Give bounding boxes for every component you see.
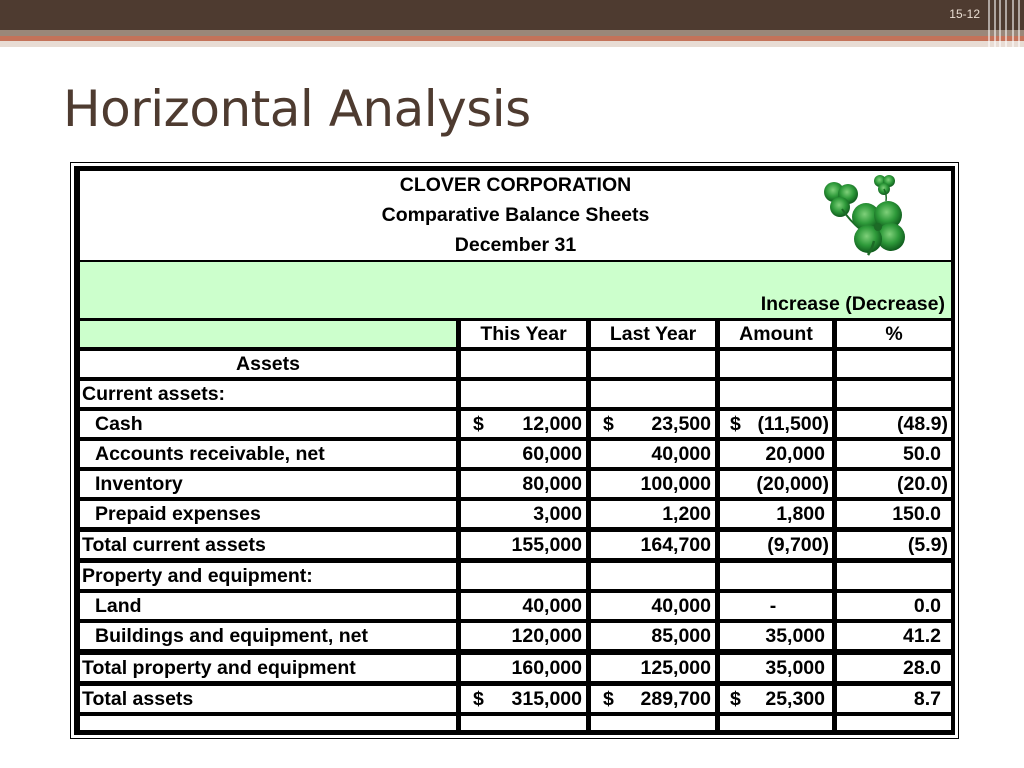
table-row xyxy=(80,441,951,467)
last-year-value: 85,000 xyxy=(591,623,715,649)
last-year-value: $ 23,500 xyxy=(591,411,715,437)
table-row-blank xyxy=(80,716,951,730)
change-amount xyxy=(720,351,832,377)
change-amount: 35,000 xyxy=(720,655,832,681)
this-year-value: $ 315,000 xyxy=(461,686,586,712)
this-year-value: 80,000 xyxy=(461,471,586,497)
table-row xyxy=(80,471,951,497)
row-label xyxy=(80,716,456,730)
row-label: Buildings and equipment, net xyxy=(80,623,456,649)
this-year-value: 60,000 xyxy=(461,441,586,467)
change-amount: 20,000 xyxy=(720,441,832,467)
row-label: Property and equipment: xyxy=(80,563,456,589)
last-year-value xyxy=(591,716,715,730)
last-year-value xyxy=(591,381,715,407)
change-percent: 8.7 xyxy=(837,686,951,712)
change-percent: 41.2 xyxy=(837,623,951,649)
row-label: Land xyxy=(80,593,456,619)
table-row xyxy=(80,655,951,681)
statement-header xyxy=(80,171,951,260)
column-header-row xyxy=(80,321,951,347)
this-year-value: $ 12,000 xyxy=(461,411,586,437)
change-percent: 150.0 xyxy=(837,501,951,527)
this-year-value: 160,000 xyxy=(461,655,586,681)
change-amount xyxy=(720,716,832,730)
increase-decrease-label: Increase (Decrease) xyxy=(760,293,945,315)
this-year-value: 40,000 xyxy=(461,593,586,619)
column-group-header xyxy=(80,262,951,318)
table-row xyxy=(80,623,951,649)
statement-name: Comparative Balance Sheets xyxy=(381,204,650,226)
currency-symbol: $ xyxy=(603,413,614,435)
row-label: Total assets xyxy=(80,686,456,712)
last-year-value: 40,000 xyxy=(591,593,715,619)
change-amount xyxy=(720,563,832,589)
last-year-value: 100,000 xyxy=(591,471,715,497)
shamrock-icon xyxy=(818,171,918,259)
change-percent: 28.0 xyxy=(837,655,951,681)
change-amount: (9,700) xyxy=(720,532,832,558)
table-row xyxy=(80,532,951,558)
row-label: Assets xyxy=(80,351,456,377)
change-percent xyxy=(837,351,951,377)
change-amount xyxy=(720,381,832,407)
change-percent xyxy=(837,381,951,407)
column-header-last-year: Last Year xyxy=(591,321,715,347)
currency-symbol: $ xyxy=(603,688,614,710)
last-year-value xyxy=(591,563,715,589)
currency-symbol: $ xyxy=(730,413,741,435)
table-row xyxy=(80,501,951,527)
this-year-value xyxy=(461,351,586,377)
this-year-value xyxy=(461,716,586,730)
change-amount: $ 25,300 xyxy=(720,686,832,712)
this-year-value: 120,000 xyxy=(461,623,586,649)
row-label: Total current assets xyxy=(80,532,456,558)
slide-title: Horizontal Analysis xyxy=(63,80,531,138)
table-row xyxy=(80,563,951,589)
change-percent: 50.0 xyxy=(837,441,951,467)
table-row xyxy=(80,593,951,619)
row-label: Cash xyxy=(80,411,456,437)
change-amount: (20,000) xyxy=(720,471,832,497)
row-label: Prepaid expenses xyxy=(80,501,456,527)
column-header-this-year: This Year xyxy=(461,321,586,347)
last-year-value xyxy=(591,351,715,377)
column-header-amount: Amount xyxy=(720,321,832,347)
column-header-blank xyxy=(80,321,456,347)
change-amount: 1,800 xyxy=(720,501,832,527)
change-amount: - xyxy=(720,593,832,619)
table-row xyxy=(80,381,951,407)
last-year-value: 40,000 xyxy=(591,441,715,467)
row-label: Inventory xyxy=(80,471,456,497)
currency-symbol: $ xyxy=(730,688,741,710)
row-label: Accounts receivable, net xyxy=(80,441,456,467)
table-row xyxy=(80,686,951,712)
slide-number: 15-12 xyxy=(949,7,980,21)
last-year-value: $ 289,700 xyxy=(591,686,715,712)
top-header-bar xyxy=(0,0,1024,30)
change-percent xyxy=(837,716,951,730)
change-percent: (20.0) xyxy=(837,471,951,497)
this-year-value xyxy=(461,381,586,407)
decorative-stripes xyxy=(988,0,1024,47)
row-label: Total property and equipment xyxy=(80,655,456,681)
change-amount: 35,000 xyxy=(720,623,832,649)
change-amount: $ (11,500) xyxy=(720,411,832,437)
change-percent xyxy=(837,563,951,589)
change-percent: 0.0 xyxy=(837,593,951,619)
table-row xyxy=(80,411,951,437)
last-year-value: 1,200 xyxy=(591,501,715,527)
decorative-band xyxy=(0,41,1024,47)
table-row xyxy=(80,351,951,377)
currency-symbol: $ xyxy=(473,688,484,710)
last-year-value: 125,000 xyxy=(591,655,715,681)
column-header-percent: % xyxy=(837,321,951,347)
statement-date: December 31 xyxy=(454,234,577,256)
this-year-value: 3,000 xyxy=(461,501,586,527)
company-name: CLOVER CORPORATION xyxy=(399,174,632,196)
row-label: Current assets: xyxy=(80,381,456,407)
change-percent: (5.9) xyxy=(837,532,951,558)
this-year-value: 155,000 xyxy=(461,532,586,558)
change-percent: (48.9) xyxy=(837,411,951,437)
this-year-value xyxy=(461,563,586,589)
currency-symbol: $ xyxy=(473,413,484,435)
last-year-value: 164,700 xyxy=(591,532,715,558)
